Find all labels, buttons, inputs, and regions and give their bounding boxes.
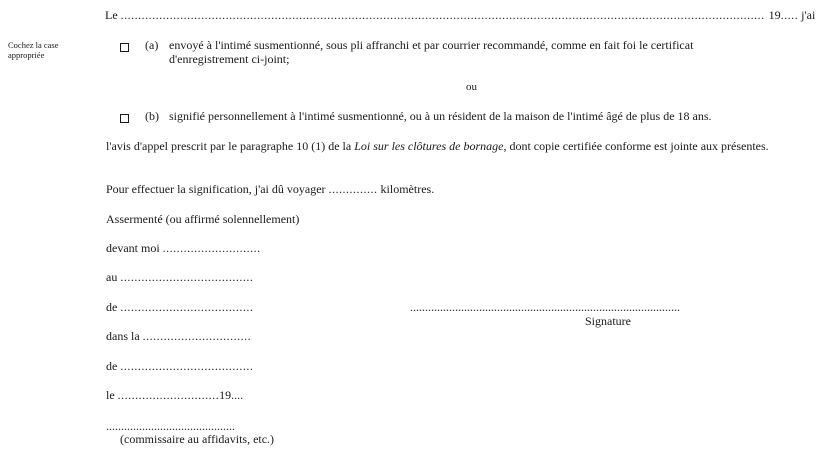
header-jai: j'ai <box>801 8 816 22</box>
field-input[interactable]: ............................ <box>162 241 261 255</box>
field-input[interactable]: ...................................... <box>120 359 254 373</box>
field-au <box>106 270 253 285</box>
field-le <box>106 388 243 403</box>
ou-separator: ou <box>466 81 477 93</box>
field-input[interactable]: ...................................... <box>120 300 254 314</box>
field-label: au <box>106 270 118 284</box>
commissioner-field[interactable]: ........................................... <box>106 419 235 433</box>
header-line <box>105 8 830 23</box>
travel-after: kilomètres. <box>380 182 435 196</box>
field-de-1 <box>106 300 253 315</box>
checkbox-icon[interactable] <box>120 114 129 123</box>
checkbox-icon[interactable] <box>120 43 129 52</box>
field-input[interactable]: ............................... <box>142 329 252 343</box>
field-label: de <box>106 359 118 373</box>
field-de-2 <box>106 359 253 374</box>
option-a-label: (a) <box>145 38 159 52</box>
signature-caption: Signature <box>585 314 631 328</box>
sworn-label: Assermenté (ou affirmé solennellement) <box>106 212 300 226</box>
field-input[interactable]: ...................................... <box>120 270 254 284</box>
travel-before: Pour effectuer la signification, j'ai dû voyager <box>106 182 326 196</box>
option-b-label: (b) <box>145 109 159 123</box>
header-le: Le <box>105 8 118 22</box>
header-date-field[interactable]: ........................................................................................................................................................................................ <box>120 8 765 22</box>
signature-field[interactable]: .......................................................................................... <box>410 300 680 314</box>
field-label: de <box>106 300 118 314</box>
option-a-text-line1: envoyé à l'intimé susmentionné, sous pli affranchi et par courrier recommandé, comme en fait foi le certificat <box>169 38 694 52</box>
travel-line <box>106 182 434 197</box>
avis-before: l'avis d'appel prescrit par le paragraphe 10 (1) de la <box>106 139 355 153</box>
side-note-check-box: Cochez la case appropriée <box>8 40 59 61</box>
field-devant-moi <box>106 241 261 256</box>
header-year-field[interactable]: ..... <box>780 8 799 22</box>
option-b-checkbox[interactable] <box>120 112 129 127</box>
option-a-checkbox[interactable] <box>120 41 129 56</box>
field-suffix[interactable]: 19.... <box>219 388 244 402</box>
avis-law-title: Loi sur les clôtures de bornage <box>354 139 504 153</box>
option-b-text: signifié personnellement à l'intimé susmentionné, ou à un résident de la maison de l'intimé âgé de plus de 18 ans. <box>169 109 712 123</box>
option-a-text-line2: d'enregistrement ci-joint; <box>169 52 290 66</box>
avis-after: , dont copie certifiée conforme est jointe aux présentes. <box>503 139 769 153</box>
field-label: le <box>106 388 115 402</box>
commissioner-caption: (commissaire au affidavits, etc.) <box>120 432 275 446</box>
field-label: devant moi <box>106 241 160 255</box>
field-dans-la <box>106 329 251 344</box>
travel-km-field[interactable]: .............. <box>328 182 378 196</box>
avis-paragraph <box>106 139 830 154</box>
header-year-prefix: 19 <box>768 8 781 22</box>
field-input[interactable]: ............................. <box>117 388 220 402</box>
field-label: dans la <box>106 329 140 343</box>
